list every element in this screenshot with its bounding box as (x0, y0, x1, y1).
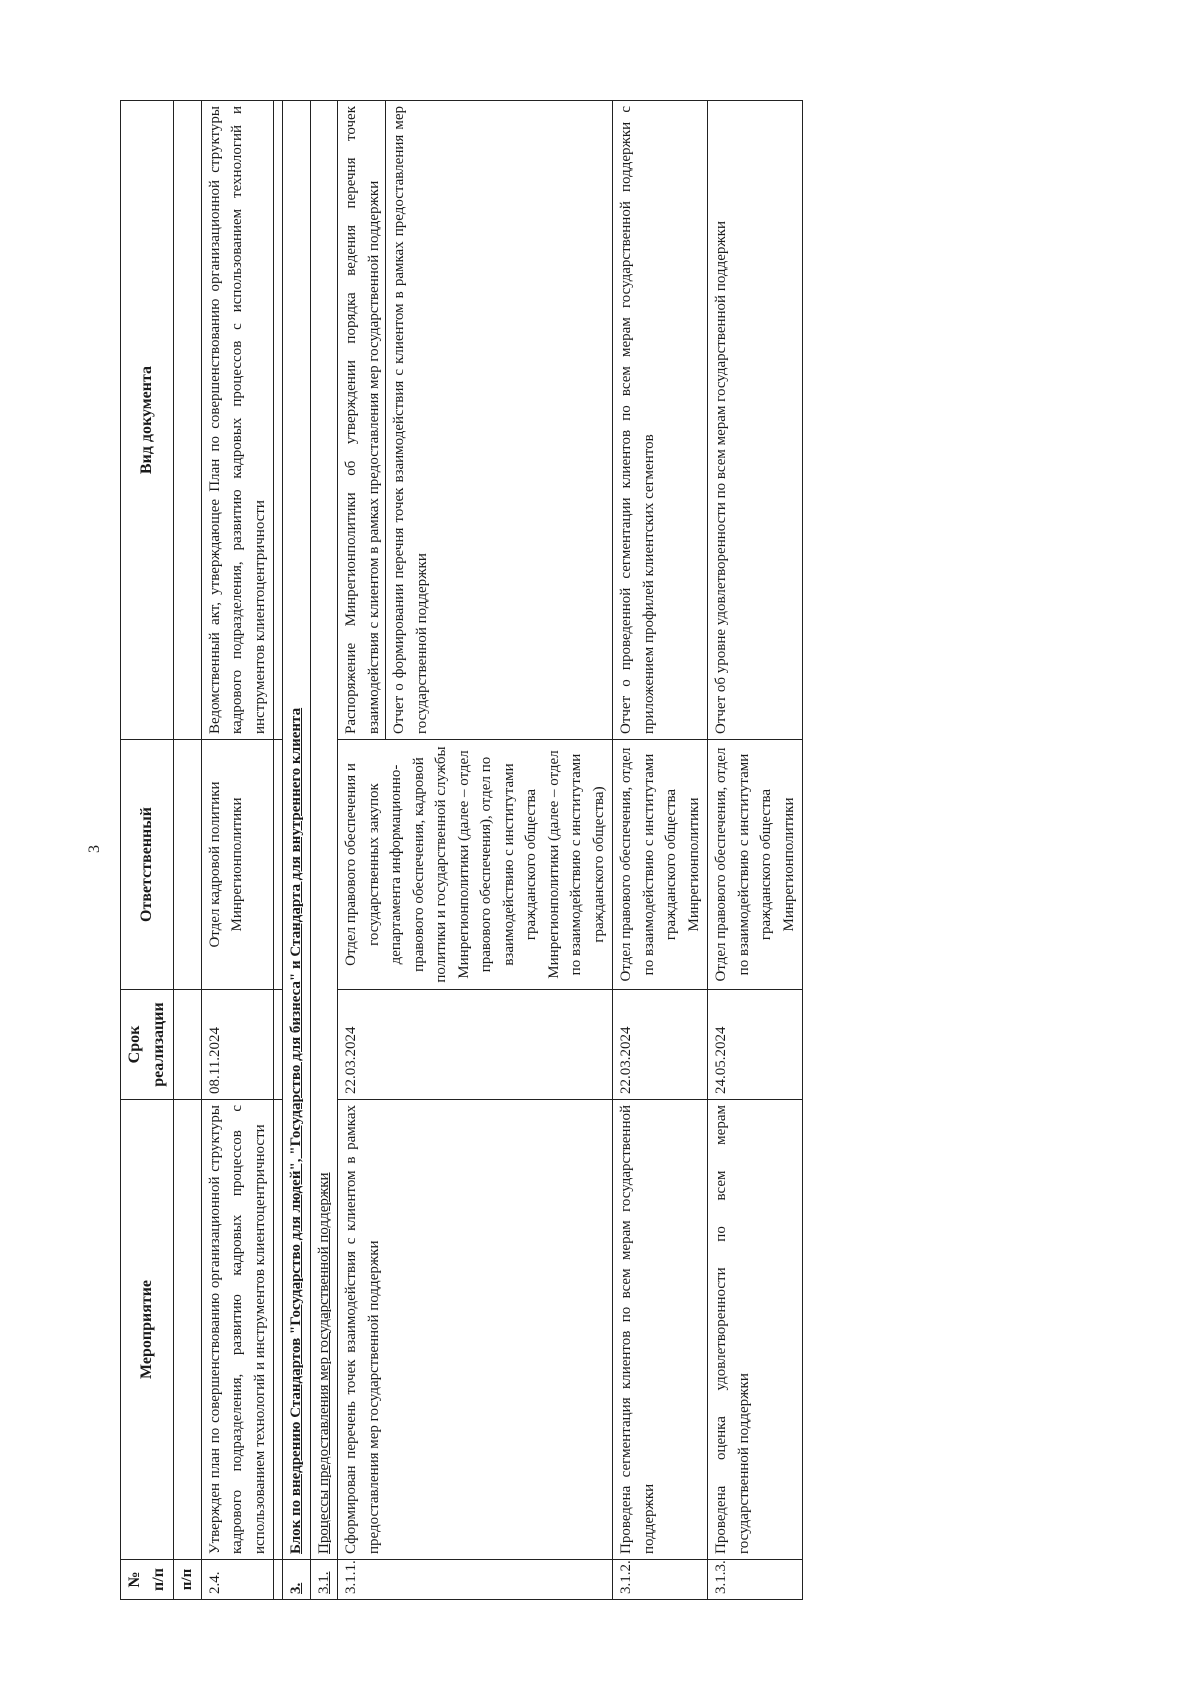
activity-cell: Проведена сегментация клиентов по всем мерам государственной поддержки (613, 1100, 708, 1560)
activities-table (120, 100, 803, 1600)
responsible-cell: Отдел правового обеспечения, отдел по взаимодействию с институтами гражданского общества Минрегионполитики (708, 740, 803, 990)
term-cell: 08.11.2024 (201, 990, 274, 1100)
header-num: № п/п (121, 1560, 174, 1600)
section-number: 3. (283, 1560, 311, 1600)
page-number: 3 (86, 845, 103, 853)
subsection-row (310, 101, 338, 1600)
subsection-title: Процессы предоставления мер государственной поддержки (310, 101, 338, 1560)
table-row (338, 101, 613, 1600)
responsible-cell: Отдел правового обеспечения и государственных закупок департамента информационно-правового обеспечения, кадровой политики и государственной службы Минрегионполитики (далее – отдел правового обеспечения), отдел по взаимодействию с институтами гражданского общества Минрегионполитики (далее – отдел по взаимодействию с институтами гражданского общества) (338, 740, 613, 990)
spacer-row (274, 101, 283, 1600)
table-row (708, 101, 803, 1600)
empty-cell (174, 1100, 202, 1560)
doc-item: Распоряжение Минрегионполитики об утверждении порядка ведения перечня точек взаимодействия с клиентом в рамках предоставления мер государственной поддержки (343, 106, 382, 734)
responsible-cell: Отдел кадровой политики Минрегионполитики (201, 740, 274, 990)
doc-split (340, 101, 433, 739)
doc-cell: Отчет о проведенной сегментации клиентов по всем мерам государственной поддержки с приложением профилей клиентских сегментов (613, 101, 708, 740)
term-cell: 22.03.2024 (613, 990, 708, 1100)
header-responsible: Ответственный (121, 740, 174, 990)
doc-cell: Ведомственный акт, утверждающее План по совершенствованию организационной структуры кадрового подразделения, развитию кадровых процессов с использованием технологий и инструментов клиентоцентричности (201, 101, 274, 740)
header-term: Срок реализации (121, 990, 174, 1100)
activity-cell: Сформирован перечень точек взаимодействия с клиентом в рамках предоставления мер государственной поддержки (338, 1100, 613, 1560)
header-num-continuation-row (174, 101, 202, 1600)
responsible-cell: Отдел правового обеспечения, отдел по взаимодействию с институтами гражданского общества Минрегионполитики (613, 740, 708, 990)
header-num-sub: п/п (174, 1560, 202, 1600)
empty-cell (174, 990, 202, 1100)
empty-cell (174, 740, 202, 990)
subsection-number: 3.1. (310, 1560, 338, 1600)
doc-item: Отчет о формировании перечня точек взаимодействия с клиентом в рамках предоставления мер государственной поддержки (385, 101, 433, 739)
table-row (201, 101, 274, 1600)
row-number: 3.1.1. (338, 1560, 613, 1600)
empty-cell (174, 101, 202, 740)
table-header-row (121, 101, 174, 1600)
row-number: 3.1.3. (708, 1560, 803, 1600)
header-doc: Вид документа (121, 101, 174, 740)
section-row (283, 101, 311, 1600)
term-cell: 24.05.2024 (708, 990, 803, 1100)
row-number: 3.1.2. (613, 1560, 708, 1600)
doc-cell: Отчет об уровне удовлетворенности по всем мерам государственной поддержки (708, 101, 803, 740)
header-activity: Мероприятие (121, 1100, 174, 1560)
activity-cell: Утвержден план по совершенствованию организационной структуры кадрового подразделения, развитию кадровых процессов с использованием технологий и инструментов клиентоцентричности (201, 1100, 274, 1560)
rotated-page-content (120, 100, 1000, 1600)
doc-cell (338, 101, 613, 740)
row-number: 2.4. (201, 1560, 274, 1600)
activity-cell: Проведена оценка удовлетворенности по всем мерам государственной поддержки (708, 1100, 803, 1560)
table-row (613, 101, 708, 1600)
term-cell: 22.03.2024 (338, 990, 613, 1100)
section-title: Блок по внедрению Стандартов "Государство для людей", "Государство для бизнеса" и Стандарта для внутреннего клиента (283, 101, 311, 1560)
